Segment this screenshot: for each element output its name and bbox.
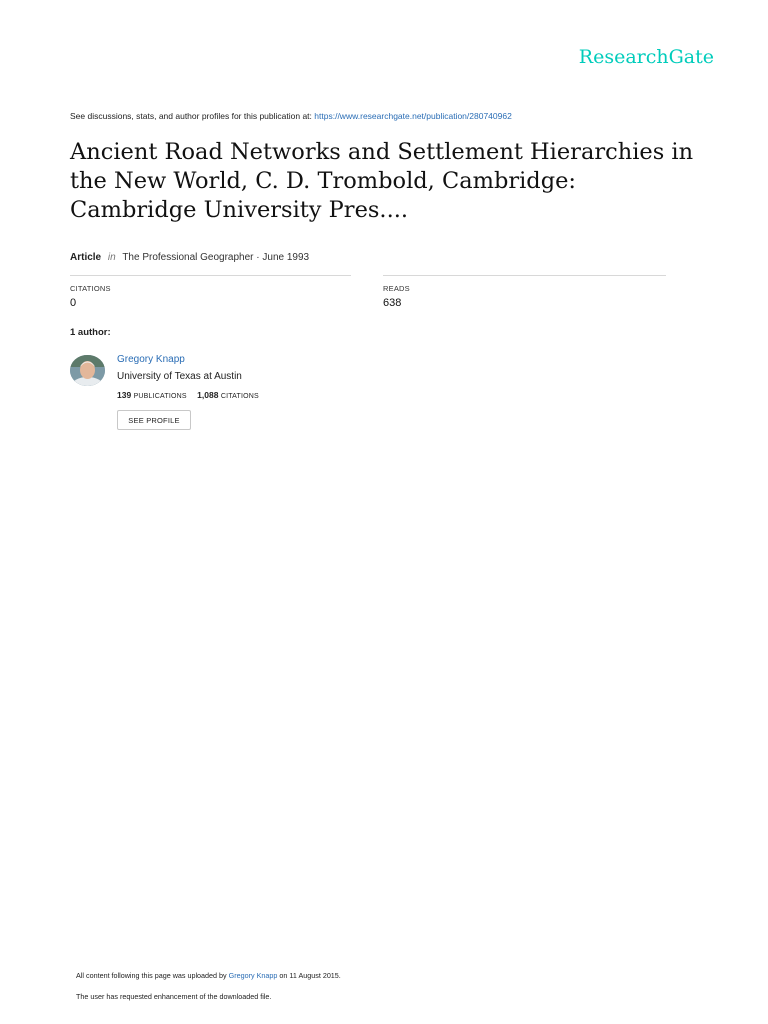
discussion-text: See discussions, stats, and author profiles for this publication at: [70,111,312,121]
author-name-link[interactable]: Gregory Knapp [117,354,185,365]
title-line-3: Cambridge University Pres.... [70,197,409,223]
divider-reads [383,275,666,276]
divider-citations [70,275,351,276]
author-institution: University of Texas at Austin [117,371,242,382]
publication-meta [70,252,309,263]
publication-link[interactable]: https://www.researchgate.net/publication/280740962 [314,111,512,121]
author-stats [117,390,267,400]
avatar-photo-icon [70,355,105,386]
reads-value: 638 [383,297,402,309]
see-profile-button[interactable]: SEE PROFILE [117,410,191,430]
upload-suffix: on 11 August 2015. [279,971,341,980]
title-line-1: Ancient Road Networks and Settlement Hierarchies in [70,139,694,165]
citations-value: 0 [70,297,77,309]
journal-date: The Professional Geographer · June 1993 [122,252,310,263]
enhancement-note: The user has requested enhancement of the downloaded file. [76,992,272,1001]
reads-label: READS [383,284,410,293]
author-avatar[interactable] [70,355,105,386]
author-citations-count: 1,088 [197,390,219,400]
author-citations-label: CITATIONS [220,393,259,400]
upload-notice [76,971,341,980]
upload-prefix: All content following this page was uploaded by [76,971,227,980]
discussion-notice [70,111,512,121]
article-type: Article [70,252,102,263]
researchgate-logo[interactable]: ResearchGate [578,46,714,68]
author-publications-label: PUBLICATIONS [133,393,187,400]
authors-heading: 1 author: [70,327,111,338]
author-publications-count: 139 [117,390,132,400]
publication-title [70,138,720,225]
title-line-2: the New World, C. D. Trombold, Cambridge: [70,168,576,194]
in-label: in [107,252,116,263]
citations-label: CITATIONS [70,284,111,293]
uploader-link[interactable]: Gregory Knapp [228,971,278,980]
